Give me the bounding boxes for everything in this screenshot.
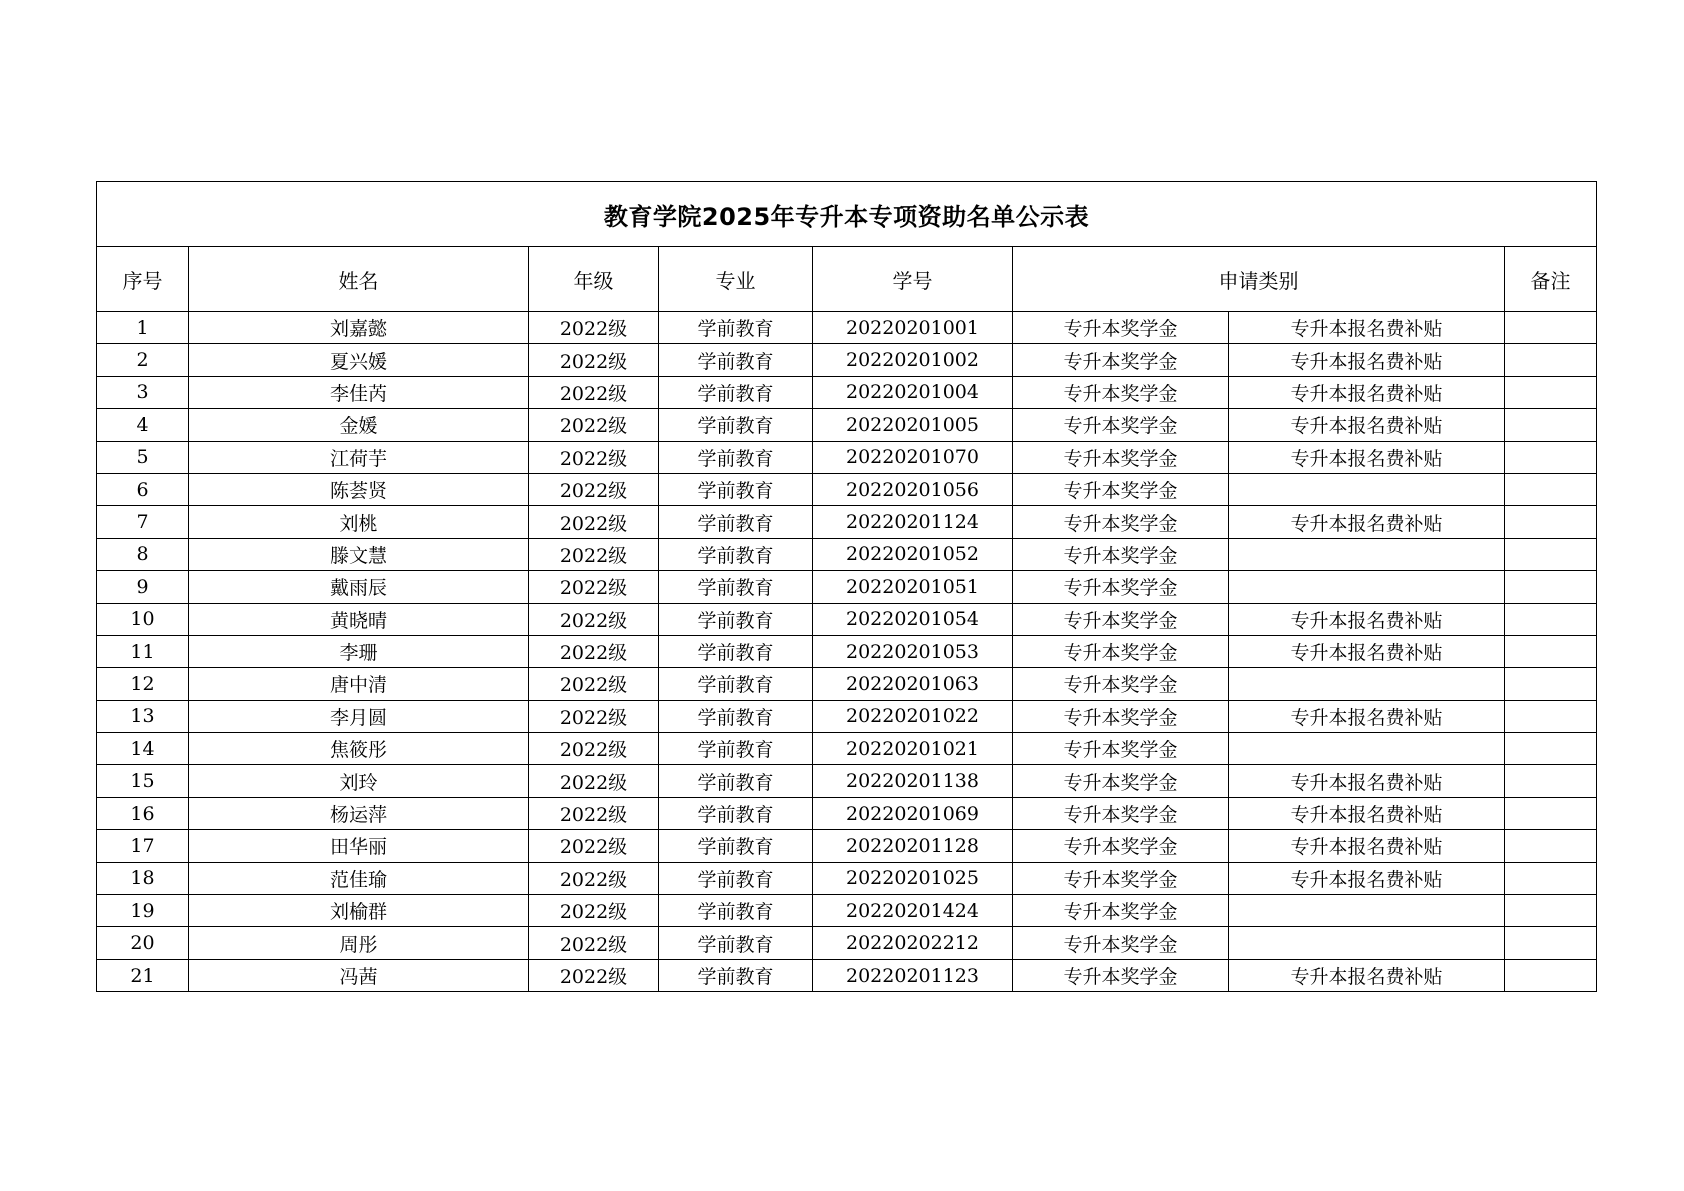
cell-name: 刘榆群	[189, 895, 529, 927]
cell-category-fee-subsidy: 专升本报名费补贴	[1229, 312, 1505, 344]
cell-grade: 2022级	[529, 797, 659, 829]
cell-name: 李珊	[189, 635, 529, 667]
cell-seq: 13	[97, 700, 189, 732]
cell-student-id: 20220201051	[813, 571, 1013, 603]
cell-major: 学前教育	[659, 635, 813, 667]
cell-name: 杨运萍	[189, 797, 529, 829]
cell-seq: 6	[97, 473, 189, 505]
cell-name: 夏兴媛	[189, 344, 529, 376]
cell-category-fee-subsidy	[1229, 733, 1505, 765]
cell-remark	[1505, 668, 1597, 700]
cell-category-fee-subsidy: 专升本报名费补贴	[1229, 862, 1505, 894]
cell-category-fee-subsidy: 专升本报名费补贴	[1229, 409, 1505, 441]
cell-student-id: 20220201424	[813, 895, 1013, 927]
cell-seq: 12	[97, 668, 189, 700]
cell-remark	[1505, 441, 1597, 473]
cell-category-scholarship: 专升本奖学金	[1013, 733, 1229, 765]
cell-remark	[1505, 409, 1597, 441]
cell-student-id: 20220201054	[813, 603, 1013, 635]
cell-category-fee-subsidy	[1229, 895, 1505, 927]
cell-grade: 2022级	[529, 895, 659, 927]
cell-category-scholarship: 专升本奖学金	[1013, 473, 1229, 505]
cell-category-fee-subsidy	[1229, 571, 1505, 603]
cell-category-scholarship: 专升本奖学金	[1013, 959, 1229, 991]
cell-student-id: 20220201053	[813, 635, 1013, 667]
cell-category-scholarship: 专升本奖学金	[1013, 862, 1229, 894]
cell-remark	[1505, 700, 1597, 732]
cell-category-scholarship: 专升本奖学金	[1013, 895, 1229, 927]
cell-seq: 3	[97, 376, 189, 408]
cell-category-fee-subsidy	[1229, 473, 1505, 505]
table-row	[97, 959, 1597, 991]
cell-remark	[1505, 927, 1597, 959]
header-remark: 备注	[1505, 247, 1597, 312]
cell-major: 学前教育	[659, 668, 813, 700]
cell-remark	[1505, 506, 1597, 538]
cell-name: 唐中清	[189, 668, 529, 700]
cell-student-id: 20220201138	[813, 765, 1013, 797]
cell-student-id: 20220201070	[813, 441, 1013, 473]
cell-name: 金媛	[189, 409, 529, 441]
cell-remark	[1505, 765, 1597, 797]
table-title: 教育学院2025年专升本专项资助名单公示表	[97, 182, 1597, 247]
cell-name: 江荷芋	[189, 441, 529, 473]
table-row	[97, 830, 1597, 862]
table-row	[97, 506, 1597, 538]
cell-category-fee-subsidy: 专升本报名费补贴	[1229, 959, 1505, 991]
cell-major: 学前教育	[659, 473, 813, 505]
cell-category-scholarship: 专升本奖学金	[1013, 344, 1229, 376]
cell-category-fee-subsidy	[1229, 538, 1505, 570]
cell-major: 学前教育	[659, 765, 813, 797]
table-row	[97, 376, 1597, 408]
cell-name: 黄晓晴	[189, 603, 529, 635]
cell-student-id: 20220201052	[813, 538, 1013, 570]
cell-name: 刘嘉懿	[189, 312, 529, 344]
cell-category-scholarship: 专升本奖学金	[1013, 927, 1229, 959]
header-grade: 年级	[529, 247, 659, 312]
cell-category-scholarship: 专升本奖学金	[1013, 506, 1229, 538]
table-row	[97, 603, 1597, 635]
cell-seq: 11	[97, 635, 189, 667]
table-row	[97, 571, 1597, 603]
cell-seq: 10	[97, 603, 189, 635]
cell-grade: 2022级	[529, 571, 659, 603]
header-name: 姓名	[189, 247, 529, 312]
cell-grade: 2022级	[529, 538, 659, 570]
cell-category-scholarship: 专升本奖学金	[1013, 603, 1229, 635]
cell-category-scholarship: 专升本奖学金	[1013, 635, 1229, 667]
cell-major: 学前教育	[659, 344, 813, 376]
cell-major: 学前教育	[659, 538, 813, 570]
table-row	[97, 765, 1597, 797]
cell-category-scholarship: 专升本奖学金	[1013, 700, 1229, 732]
funding-roster-table	[96, 181, 1597, 992]
cell-major: 学前教育	[659, 797, 813, 829]
cell-seq: 2	[97, 344, 189, 376]
cell-seq: 21	[97, 959, 189, 991]
cell-major: 学前教育	[659, 571, 813, 603]
table-row	[97, 700, 1597, 732]
cell-category-fee-subsidy: 专升本报名费补贴	[1229, 344, 1505, 376]
cell-student-id: 20220201022	[813, 700, 1013, 732]
cell-seq: 18	[97, 862, 189, 894]
table-row	[97, 344, 1597, 376]
cell-student-id: 20220201025	[813, 862, 1013, 894]
table-row	[97, 312, 1597, 344]
cell-category-fee-subsidy: 专升本报名费补贴	[1229, 700, 1505, 732]
cell-category-scholarship: 专升本奖学金	[1013, 797, 1229, 829]
cell-student-id: 20220201001	[813, 312, 1013, 344]
cell-category-scholarship: 专升本奖学金	[1013, 668, 1229, 700]
table-row	[97, 409, 1597, 441]
cell-seq: 9	[97, 571, 189, 603]
cell-grade: 2022级	[529, 409, 659, 441]
cell-category-fee-subsidy: 专升本报名费补贴	[1229, 506, 1505, 538]
cell-grade: 2022级	[529, 635, 659, 667]
cell-category-scholarship: 专升本奖学金	[1013, 409, 1229, 441]
header-category: 申请类别	[1013, 247, 1505, 312]
cell-seq: 19	[97, 895, 189, 927]
cell-grade: 2022级	[529, 312, 659, 344]
cell-major: 学前教育	[659, 409, 813, 441]
table-row	[97, 473, 1597, 505]
cell-name: 冯茜	[189, 959, 529, 991]
cell-category-scholarship: 专升本奖学金	[1013, 376, 1229, 408]
cell-category-scholarship: 专升本奖学金	[1013, 312, 1229, 344]
cell-major: 学前教育	[659, 603, 813, 635]
cell-name: 田华丽	[189, 830, 529, 862]
cell-remark	[1505, 635, 1597, 667]
header-student-id: 学号	[813, 247, 1013, 312]
table-row	[97, 797, 1597, 829]
cell-grade: 2022级	[529, 765, 659, 797]
cell-grade: 2022级	[529, 959, 659, 991]
cell-seq: 8	[97, 538, 189, 570]
cell-grade: 2022级	[529, 830, 659, 862]
header-seq: 序号	[97, 247, 189, 312]
cell-major: 学前教育	[659, 376, 813, 408]
cell-category-scholarship: 专升本奖学金	[1013, 765, 1229, 797]
cell-remark	[1505, 895, 1597, 927]
cell-remark	[1505, 376, 1597, 408]
cell-name: 周彤	[189, 927, 529, 959]
cell-grade: 2022级	[529, 441, 659, 473]
header-major: 专业	[659, 247, 813, 312]
roster-sheet	[96, 181, 1596, 992]
cell-grade: 2022级	[529, 733, 659, 765]
cell-major: 学前教育	[659, 830, 813, 862]
cell-remark	[1505, 312, 1597, 344]
cell-category-fee-subsidy: 专升本报名费补贴	[1229, 603, 1505, 635]
cell-major: 学前教育	[659, 959, 813, 991]
cell-grade: 2022级	[529, 473, 659, 505]
cell-seq: 5	[97, 441, 189, 473]
cell-seq: 17	[97, 830, 189, 862]
cell-category-scholarship: 专升本奖学金	[1013, 571, 1229, 603]
cell-remark	[1505, 538, 1597, 570]
cell-name: 滕文慧	[189, 538, 529, 570]
cell-major: 学前教育	[659, 312, 813, 344]
cell-seq: 7	[97, 506, 189, 538]
cell-student-id: 20220201124	[813, 506, 1013, 538]
cell-student-id: 20220201069	[813, 797, 1013, 829]
table-row	[97, 733, 1597, 765]
cell-category-fee-subsidy	[1229, 668, 1505, 700]
cell-grade: 2022级	[529, 927, 659, 959]
cell-remark	[1505, 571, 1597, 603]
cell-seq: 1	[97, 312, 189, 344]
table-row	[97, 895, 1597, 927]
cell-remark	[1505, 473, 1597, 505]
cell-student-id: 20220201005	[813, 409, 1013, 441]
cell-name: 刘桃	[189, 506, 529, 538]
cell-remark	[1505, 344, 1597, 376]
cell-name: 焦筱彤	[189, 733, 529, 765]
cell-grade: 2022级	[529, 603, 659, 635]
cell-student-id: 20220201123	[813, 959, 1013, 991]
table-row	[97, 441, 1597, 473]
cell-grade: 2022级	[529, 668, 659, 700]
cell-category-fee-subsidy: 专升本报名费补贴	[1229, 830, 1505, 862]
cell-name: 戴雨辰	[189, 571, 529, 603]
cell-grade: 2022级	[529, 376, 659, 408]
cell-student-id: 20220201021	[813, 733, 1013, 765]
cell-student-id: 20220201056	[813, 473, 1013, 505]
cell-category-scholarship: 专升本奖学金	[1013, 441, 1229, 473]
cell-student-id: 20220201004	[813, 376, 1013, 408]
cell-student-id: 20220202212	[813, 927, 1013, 959]
cell-remark	[1505, 797, 1597, 829]
cell-remark	[1505, 959, 1597, 991]
cell-major: 学前教育	[659, 700, 813, 732]
table-row	[97, 635, 1597, 667]
cell-category-fee-subsidy: 专升本报名费补贴	[1229, 635, 1505, 667]
cell-category-fee-subsidy: 专升本报名费补贴	[1229, 441, 1505, 473]
cell-seq: 20	[97, 927, 189, 959]
cell-category-fee-subsidy: 专升本报名费补贴	[1229, 765, 1505, 797]
cell-seq: 4	[97, 409, 189, 441]
cell-name: 范佳瑜	[189, 862, 529, 894]
cell-name: 李月圆	[189, 700, 529, 732]
cell-major: 学前教育	[659, 441, 813, 473]
table-row	[97, 538, 1597, 570]
cell-category-scholarship: 专升本奖学金	[1013, 538, 1229, 570]
cell-student-id: 20220201063	[813, 668, 1013, 700]
cell-student-id: 20220201128	[813, 830, 1013, 862]
table-row	[97, 862, 1597, 894]
cell-category-scholarship: 专升本奖学金	[1013, 830, 1229, 862]
cell-name: 李佳芮	[189, 376, 529, 408]
cell-seq: 14	[97, 733, 189, 765]
cell-category-fee-subsidy: 专升本报名费补贴	[1229, 797, 1505, 829]
cell-category-fee-subsidy	[1229, 927, 1505, 959]
roster-body	[97, 312, 1597, 992]
cell-grade: 2022级	[529, 700, 659, 732]
cell-category-fee-subsidy: 专升本报名费补贴	[1229, 376, 1505, 408]
cell-grade: 2022级	[529, 862, 659, 894]
cell-remark	[1505, 862, 1597, 894]
cell-remark	[1505, 603, 1597, 635]
table-row	[97, 668, 1597, 700]
cell-major: 学前教育	[659, 733, 813, 765]
cell-major: 学前教育	[659, 862, 813, 894]
cell-remark	[1505, 733, 1597, 765]
cell-grade: 2022级	[529, 506, 659, 538]
cell-major: 学前教育	[659, 927, 813, 959]
cell-name: 陈荟贤	[189, 473, 529, 505]
cell-grade: 2022级	[529, 344, 659, 376]
cell-student-id: 20220201002	[813, 344, 1013, 376]
cell-remark	[1505, 830, 1597, 862]
cell-major: 学前教育	[659, 506, 813, 538]
cell-seq: 15	[97, 765, 189, 797]
cell-major: 学前教育	[659, 895, 813, 927]
table-row	[97, 927, 1597, 959]
cell-name: 刘玲	[189, 765, 529, 797]
cell-seq: 16	[97, 797, 189, 829]
